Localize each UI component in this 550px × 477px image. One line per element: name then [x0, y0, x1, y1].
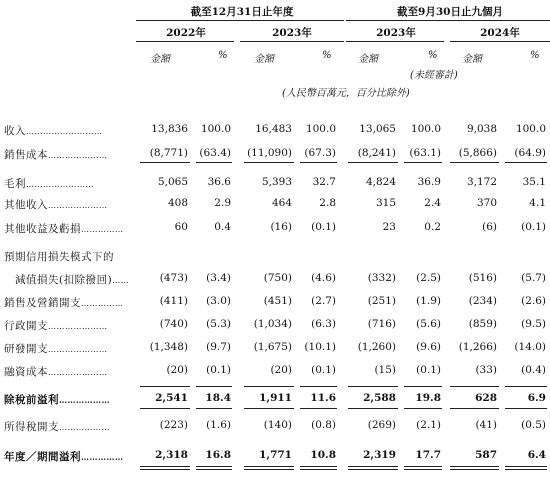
row-value: 6.9 — [527, 392, 546, 404]
header-amount-3: 金額 — [358, 54, 378, 65]
row-value: (10.1) — [304, 341, 336, 353]
table-rule — [196, 408, 232, 409]
row-value: (11,090) — [247, 147, 292, 159]
row-label — [4, 221, 124, 236]
table-rule — [140, 408, 190, 409]
table-rule — [404, 386, 442, 387]
row-value: (9.5) — [521, 318, 546, 330]
row-value: 1,771 — [259, 449, 292, 461]
row-value: (451) — [263, 295, 292, 307]
row-label — [4, 147, 108, 162]
row-leader-dots: ………………… — [48, 151, 108, 160]
row-value: (6.3) — [311, 318, 336, 330]
row-value: (41) — [475, 419, 497, 431]
row-value: 587 — [475, 449, 497, 461]
table-rule — [505, 162, 547, 163]
row-label-text: 減值損失(扣除撥回) — [4, 274, 113, 286]
row-value: 464 — [271, 197, 292, 209]
table-rule — [300, 408, 337, 409]
row-label-text: 銷售及營銷開支 — [4, 297, 81, 309]
row-value: 100.0 — [200, 123, 231, 135]
row-label-text: 收入 — [4, 125, 26, 137]
table-rule — [244, 466, 294, 470]
row-value: (15) — [374, 364, 396, 376]
row-value: (0.1) — [311, 364, 336, 376]
row-label — [4, 272, 129, 287]
row-value: 0.2 — [424, 221, 441, 233]
row-value: (1,675) — [253, 341, 292, 353]
table-rule — [450, 408, 499, 409]
header-group-nine-months: 截至9月30日止九個月 — [397, 6, 503, 18]
table-rule — [505, 386, 547, 387]
row-value: 23 — [382, 221, 396, 233]
row-value: (0.1) — [206, 364, 231, 376]
row-label-text: 研發開支 — [4, 343, 48, 355]
table-rule — [244, 162, 294, 163]
row-value: (0.8) — [311, 419, 336, 431]
row-value: (9.7) — [206, 341, 231, 353]
unaudited-note: (未經審計) — [410, 70, 458, 81]
table-rule — [348, 162, 398, 163]
row-value: (5,866) — [458, 147, 497, 159]
header-group1-rule — [136, 20, 344, 21]
row-value: (6) — [482, 221, 497, 233]
row-value: (0.5) — [521, 419, 546, 431]
row-value: 100.0 — [515, 123, 546, 135]
table-rule — [450, 386, 499, 387]
row-value: (20) — [270, 364, 292, 376]
row-value: 4.1 — [529, 197, 546, 209]
row-value: 16,483 — [255, 123, 292, 135]
row-value: (1.9) — [416, 295, 441, 307]
table-rule — [348, 466, 398, 470]
row-value: (0.1) — [416, 364, 441, 376]
row-leader-dots: …………… — [81, 225, 124, 234]
unit-note: (人民幣百萬元，百分比除外) — [282, 88, 410, 99]
table-rule — [450, 466, 499, 470]
table-rule — [244, 386, 294, 387]
row-label-text: 毛利 — [4, 178, 26, 190]
row-leader-dots: ………………… — [48, 201, 108, 210]
row-value: 17.7 — [415, 449, 441, 461]
row-label — [4, 341, 108, 356]
row-value: (16) — [270, 221, 292, 233]
table-rule — [348, 386, 398, 387]
row-value: (332) — [367, 272, 396, 284]
row-value: (223) — [159, 419, 188, 431]
row-value: 6.4 — [527, 449, 546, 461]
row-label-text: 所得稅開支 — [4, 421, 59, 433]
row-label — [4, 123, 103, 138]
row-leader-dots: ………………… — [48, 368, 108, 377]
row-value: (63.1) — [409, 147, 441, 159]
row-label-text: 預期信用損失模式下的 — [4, 251, 114, 263]
row-value: (0.4) — [521, 364, 546, 376]
header-year-rule-1 — [136, 41, 234, 42]
row-value: (64.9) — [514, 147, 546, 159]
header-amount-2: 金額 — [254, 54, 274, 65]
row-leader-dots: …………………… — [26, 180, 94, 189]
row-label-text: 除稅前溢利 — [4, 394, 59, 406]
row-value: (63.4) — [199, 147, 231, 159]
row-value: 5,065 — [157, 176, 188, 188]
row-value: (2.5) — [416, 272, 441, 284]
row-value: 2,318 — [155, 449, 188, 461]
row-value: (140) — [263, 419, 292, 431]
row-value: (251) — [367, 295, 396, 307]
row-value: (2.6) — [521, 295, 546, 307]
row-label — [4, 364, 108, 379]
header-pct-4: % — [530, 50, 540, 61]
table-rule — [244, 408, 294, 409]
row-value: (8,241) — [357, 147, 396, 159]
row-label — [4, 295, 124, 310]
header-pct-1: % — [218, 50, 228, 61]
row-value: 5,393 — [261, 176, 292, 188]
row-value: 9,038 — [466, 123, 497, 135]
header-group2-rule — [346, 20, 550, 21]
header-year-2022: 2022年 — [166, 27, 206, 39]
row-value: (1,266) — [458, 341, 497, 353]
row-label — [4, 392, 110, 407]
row-value: 35.1 — [522, 176, 546, 188]
header-year-rule-2 — [240, 41, 344, 42]
row-label-text: 融資成本 — [4, 366, 48, 378]
row-value: (269) — [367, 419, 396, 431]
table-rule — [140, 466, 190, 470]
table-rule — [196, 386, 232, 387]
row-value: 11.6 — [310, 392, 336, 404]
table-rule — [300, 162, 337, 163]
row-label-text: 其他收入 — [4, 199, 48, 211]
row-value: 60 — [174, 221, 188, 233]
row-value: (859) — [468, 318, 497, 330]
row-label-text: 行政開支 — [4, 320, 48, 332]
header-group-year-ended: 截至12月31日止年度 — [190, 6, 294, 18]
row-label — [4, 419, 110, 434]
table-rule — [404, 162, 442, 163]
row-label-text: 其他收益及虧損 — [4, 223, 81, 235]
row-value: 408 — [167, 197, 188, 209]
row-value: 2,541 — [155, 392, 188, 404]
row-value: (9.6) — [416, 341, 441, 353]
row-value: (0.1) — [521, 221, 546, 233]
row-value: 3,172 — [466, 176, 497, 188]
row-value: (2.7) — [311, 295, 336, 307]
row-value: 2.9 — [214, 197, 231, 209]
row-value: (473) — [159, 272, 188, 284]
row-value: 18.4 — [205, 392, 231, 404]
row-leader-dots: …………… — [81, 299, 124, 308]
table-rule — [505, 466, 547, 470]
row-value: 13,065 — [359, 123, 396, 135]
header-pct-2: % — [322, 50, 332, 61]
row-value: (3.0) — [206, 295, 231, 307]
row-value: (8,771) — [149, 147, 188, 159]
table-rule — [196, 162, 232, 163]
table-rule — [300, 386, 337, 387]
row-value: (2.1) — [416, 419, 441, 431]
row-value: 100.0 — [410, 123, 441, 135]
row-value: 2.4 — [424, 197, 441, 209]
row-leader-dots: ………………… — [48, 345, 108, 354]
row-value: (4.6) — [311, 272, 336, 284]
row-leader-dots: ……………… — [59, 395, 110, 405]
table-rule — [404, 408, 442, 409]
row-value: (716) — [367, 318, 396, 330]
header-pct-3: % — [428, 50, 438, 61]
row-value: (67.3) — [304, 147, 336, 159]
row-value: (14.0) — [514, 341, 546, 353]
table-rule — [140, 386, 190, 387]
table-rule — [196, 466, 232, 470]
table-rule — [505, 408, 547, 409]
row-leader-dots: …… — [112, 276, 130, 285]
table-rule — [140, 162, 190, 163]
row-value: 0.4 — [214, 221, 231, 233]
row-value: 315 — [375, 197, 396, 209]
row-leader-dots: …………… — [81, 452, 124, 462]
row-value: 2,319 — [363, 449, 396, 461]
header-amount-1: 金額 — [150, 54, 170, 65]
row-value: (1,034) — [253, 318, 292, 330]
row-label-text: 銷售成本 — [4, 149, 48, 161]
row-value: 2,588 — [363, 392, 396, 404]
table-rule — [404, 466, 442, 470]
row-value: (740) — [159, 318, 188, 330]
row-value: (33) — [475, 364, 497, 376]
row-label — [4, 449, 124, 464]
header-amount-4: 金額 — [462, 54, 482, 65]
row-value: 2.8 — [319, 197, 336, 209]
row-leader-dots: ……………… — [59, 423, 110, 432]
header-year-rule-4 — [450, 41, 550, 42]
row-value: (1.6) — [206, 419, 231, 431]
row-value: 10.8 — [310, 449, 336, 461]
row-value: (5.3) — [206, 318, 231, 330]
row-value: 370 — [476, 197, 497, 209]
row-value: 36.6 — [207, 176, 231, 188]
row-value: 13,836 — [151, 123, 188, 135]
row-value: (5.6) — [416, 318, 441, 330]
row-label — [4, 318, 108, 333]
table-rule — [348, 408, 398, 409]
row-value: (20) — [166, 364, 188, 376]
table-rule — [300, 466, 337, 470]
row-value: 32.7 — [312, 176, 336, 188]
row-value: (0.1) — [311, 221, 336, 233]
row-leader-dots: ……………………… — [26, 127, 103, 136]
row-value: 1,911 — [259, 392, 292, 404]
row-value: 4,824 — [365, 176, 396, 188]
header-year-2024-nine-months: 2024年 — [480, 27, 520, 39]
row-value: 19.8 — [415, 392, 441, 404]
row-label-text: 年度／期間溢利 — [4, 451, 81, 463]
row-value: 628 — [475, 392, 497, 404]
row-value: (234) — [468, 295, 497, 307]
row-value: (1,348) — [149, 341, 188, 353]
row-value: (3.4) — [206, 272, 231, 284]
row-label — [4, 249, 114, 264]
row-value: (411) — [159, 295, 188, 307]
row-value: (750) — [263, 272, 292, 284]
row-value: (5.7) — [521, 272, 546, 284]
header-year-2023-nine-months: 2023年 — [376, 27, 416, 39]
row-value: 36.9 — [417, 176, 441, 188]
row-value: (1,260) — [357, 341, 396, 353]
row-label — [4, 176, 94, 191]
row-label — [4, 197, 108, 212]
table-rule — [450, 162, 499, 163]
row-value: 16.8 — [205, 449, 231, 461]
row-value: (516) — [468, 272, 497, 284]
header-year-rule-3 — [346, 41, 444, 42]
header-year-2023-annual: 2023年 — [272, 27, 312, 39]
row-value: 100.0 — [305, 123, 336, 135]
row-leader-dots: ………………… — [48, 322, 108, 331]
